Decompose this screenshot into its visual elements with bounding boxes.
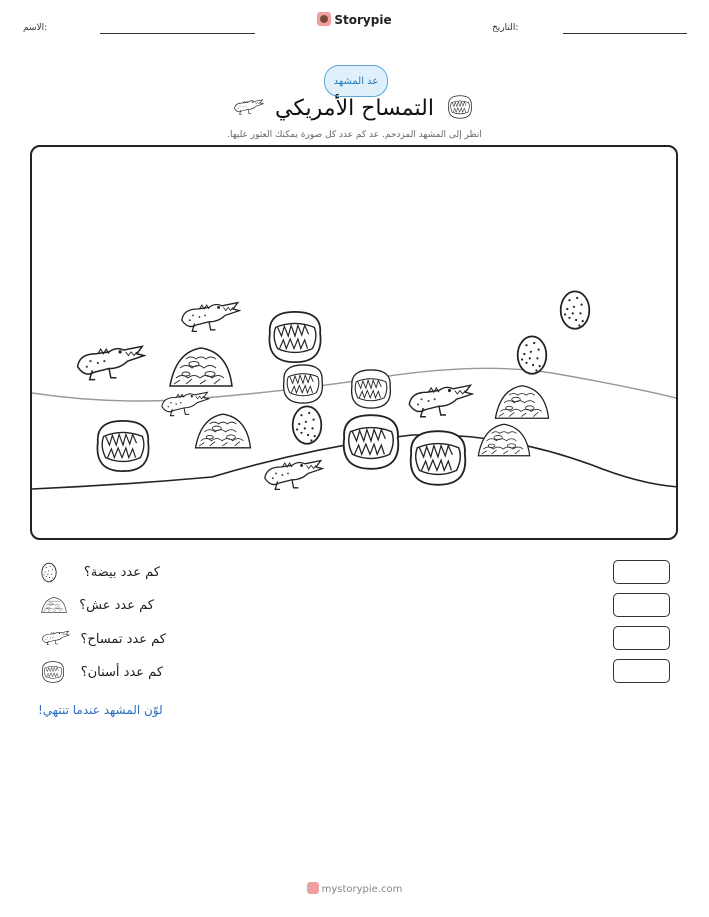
name-line[interactable] xyxy=(100,33,255,34)
question-teeth: كم عدد أسنان؟ xyxy=(80,665,163,680)
brand-logo xyxy=(0,12,709,27)
nest-icon xyxy=(40,595,68,615)
question-eggs: كم عدد بيضة؟ xyxy=(83,565,160,580)
storypie-logo-icon xyxy=(307,882,319,894)
alligator xyxy=(177,297,241,337)
question-nests: كم عدد عش؟ xyxy=(79,598,154,613)
alligator xyxy=(72,340,146,386)
brand-name: Storypie xyxy=(334,13,392,27)
teeth xyxy=(279,362,327,406)
teeth xyxy=(264,308,326,366)
teeth xyxy=(338,411,404,473)
date-label: التاريخ: xyxy=(492,23,519,33)
name-label: الاسم: xyxy=(23,23,48,33)
egg xyxy=(290,402,324,446)
alligator-icon xyxy=(232,97,264,117)
counting-scene[interactable] xyxy=(30,145,678,540)
egg xyxy=(515,332,549,376)
teeth-icon xyxy=(40,660,66,684)
footer-url: mystorypie.com xyxy=(321,884,403,895)
alligator-icon xyxy=(40,628,70,648)
instructions: انظر إلى المشهد المزدحم. عد كم عدد كل صورة يمكنك العثور عليها. xyxy=(227,130,482,140)
teeth xyxy=(92,417,154,475)
storypie-logo-icon xyxy=(317,12,331,26)
egg-icon xyxy=(40,561,58,583)
answer-box-teeth[interactable] xyxy=(613,659,670,683)
nest xyxy=(166,343,236,391)
answer-box-alligators[interactable] xyxy=(613,626,670,650)
coloring-note: لوّن المشهد عندما تنتهي! xyxy=(38,703,163,717)
nest xyxy=(475,418,533,462)
alligator xyxy=(404,379,474,423)
page-title: التمساح الأمريكي xyxy=(275,96,434,121)
date-line[interactable] xyxy=(563,33,687,34)
answer-box-nests[interactable] xyxy=(613,593,670,617)
egg xyxy=(558,287,592,331)
teeth xyxy=(405,427,471,489)
teeth xyxy=(347,367,395,411)
footer-site xyxy=(0,882,709,895)
activity-badge: عد المشهد xyxy=(324,65,388,97)
nest xyxy=(192,409,254,453)
nest xyxy=(492,381,552,423)
answer-box-eggs[interactable] xyxy=(613,560,670,584)
alligator xyxy=(260,454,324,496)
question-alligators: كم عدد تمساح؟ xyxy=(80,632,166,647)
